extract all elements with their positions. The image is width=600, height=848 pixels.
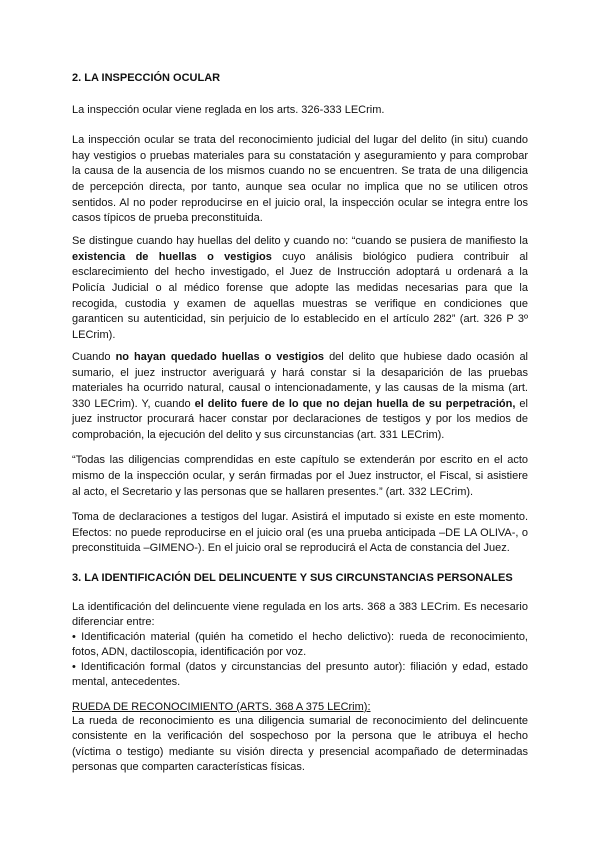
text-line: La rueda de reconocimiento es una diligencia sumarial de reconocimiento del delincuente: [72, 715, 528, 727]
text-line: diferenciar entre:: [72, 616, 155, 628]
text-line: sentidos. Al no poder reproducirse en el juicio oral, la inspección ocular se integra entre los: [72, 196, 528, 209]
text-line: casos típicos de prueba preconstituida.: [72, 212, 263, 225]
text-line: Policía Judicial o al médico forense que adopte las medidas necesarias para que la: [72, 281, 528, 294]
quoted-paragraph: [72, 452, 528, 500]
text-line: fotos, ADN, dactiloscopia, identificación por voz.: [72, 646, 307, 658]
text-line: sumario, el juez instructor averiguará y hará constar si la desaparición de las pruebas: [72, 366, 528, 379]
text-line: LECrim).: [72, 328, 116, 341]
text-line: [72, 350, 528, 366]
text-line: “Todas las diligencias comprendidas en este capítulo se extenderán por escrito en el acto: [72, 454, 528, 466]
text-line: La inspección ocular viene reglada en los arts. 326-333 LECrim.: [72, 104, 385, 116]
text-line: personas que comparten características físicas.: [72, 760, 305, 773]
text-line: [72, 397, 528, 413]
bold-text: el delito fuere de lo que no dejan huella de su perpetración,: [194, 397, 516, 410]
text-line: de percepción directa, por tanto, aunque sea ocular no implica que no se utilicen otros: [72, 181, 528, 194]
paragraph: [72, 510, 528, 557]
text-line: • Identificación material (quién ha cometido el hecho delictivo): rueda de reconocimiento,: [72, 631, 528, 643]
text-line: • Identificación formal (datos y circunstancias del presunto autor): filiación y edad, estado: [72, 661, 528, 673]
paragraph: [72, 714, 528, 775]
text-line: esclarecimiento del hecho investigado, el Juez de Instrucción adoptará u ordenará a la: [72, 266, 528, 279]
text-run: cuyo análisis biológico pudiera contribuir al: [271, 250, 528, 263]
text-run: el: [515, 397, 528, 410]
text-line: Efectos: no puede reproducirse en el juicio oral (es una prueba anticipada –DE LA OLIVA-, o: [72, 526, 528, 539]
text-line: juez instructor procurará hacer constar por declaraciones de testigos y por los medios de: [72, 413, 528, 426]
text-line: mental, antecedentes.: [72, 676, 181, 688]
text-line: La inspección ocular se trata del reconocimiento judicial del lugar del delito (in situ) cuando: [72, 134, 528, 146]
paragraph: [72, 102, 528, 118]
paragraph: [72, 600, 528, 630]
bold-text: existencia de huellas o vestigios: [72, 250, 272, 263]
section-heading: 3. LA IDENTIFICACIÓN DEL DELINCUENTE Y SUS CIRCUNSTANCIAS PERSONALES: [72, 572, 513, 584]
text-run: Cuando: [72, 351, 116, 363]
text-line: mismo de la inspección ocular, y serán firmadas por el Juez instructor, el Fiscal, si asistiere: [72, 470, 528, 482]
text-line: [72, 250, 528, 266]
section-heading: 2. LA INSPECCIÓN OCULAR: [72, 72, 221, 84]
text-line: al acto, el Secretario y las personas que se hallaren presentes.” (art. 332 LECrim).: [72, 486, 474, 498]
text-line: Se distingue cuando hay huellas del delito y cuando no: “cuando se pusiera de manifiesto la: [72, 235, 528, 247]
bullet-item: [72, 630, 528, 660]
text-line: la causa de la ausencia de los mismos cuando no se encuentren. Se trata de una diligencia: [72, 165, 528, 178]
bullet-item: [72, 660, 528, 690]
text-line: recogida, custodia y examen de aquellas muestras se verifique en condiciones que: [72, 297, 528, 310]
text-line: materiales ha ocurrido natural, causal o intencionadamente, y las causas de la misma (art.: [72, 382, 528, 395]
text-line: La identificación del delincuente viene regulada en los arts. 368 a 383 LECrim. Es necesario: [72, 601, 528, 613]
text-line: consistente en la verificación del sospechoso por la persona que le atribuya el hecho: [72, 730, 528, 743]
text-run: 330 LECrim). Y, cuando: [72, 397, 195, 410]
subsection-heading: RUEDA DE RECONOCIMIENTO (ARTS. 368 A 375 LECrim):: [72, 701, 371, 713]
text-line: Toma de declaraciones a testigos del lugar. Asistirá el imputado si existe en este momento.: [72, 511, 528, 523]
text-line: (víctima o testigo) mediante su visión directa y presencial acompañado de determinadas: [72, 745, 528, 758]
text-run: del delito que hubiese dado ocasión al: [324, 351, 529, 363]
bold-text: no hayan quedado huellas o vestigios: [115, 351, 325, 363]
paragraph: [72, 234, 528, 344]
text-line: comprobación, la ejecución del delito y sus circunstancias (art. 331 LECrim).: [72, 428, 445, 441]
text-line: garanticen su autenticidad, sin perjuicio de lo establecido en el artículo 282” (art. 326 P 3º: [72, 313, 528, 326]
paragraph: [72, 350, 528, 444]
text-line: preconstituida –GIMENO-). En el juicio oral se reproducirá el Acta de constancia del Juez.: [72, 542, 510, 554]
text-line: hay vestigios o pruebas materiales para su constatación y aseguramiento y para comprobar: [72, 149, 528, 162]
paragraph: [72, 133, 528, 227]
